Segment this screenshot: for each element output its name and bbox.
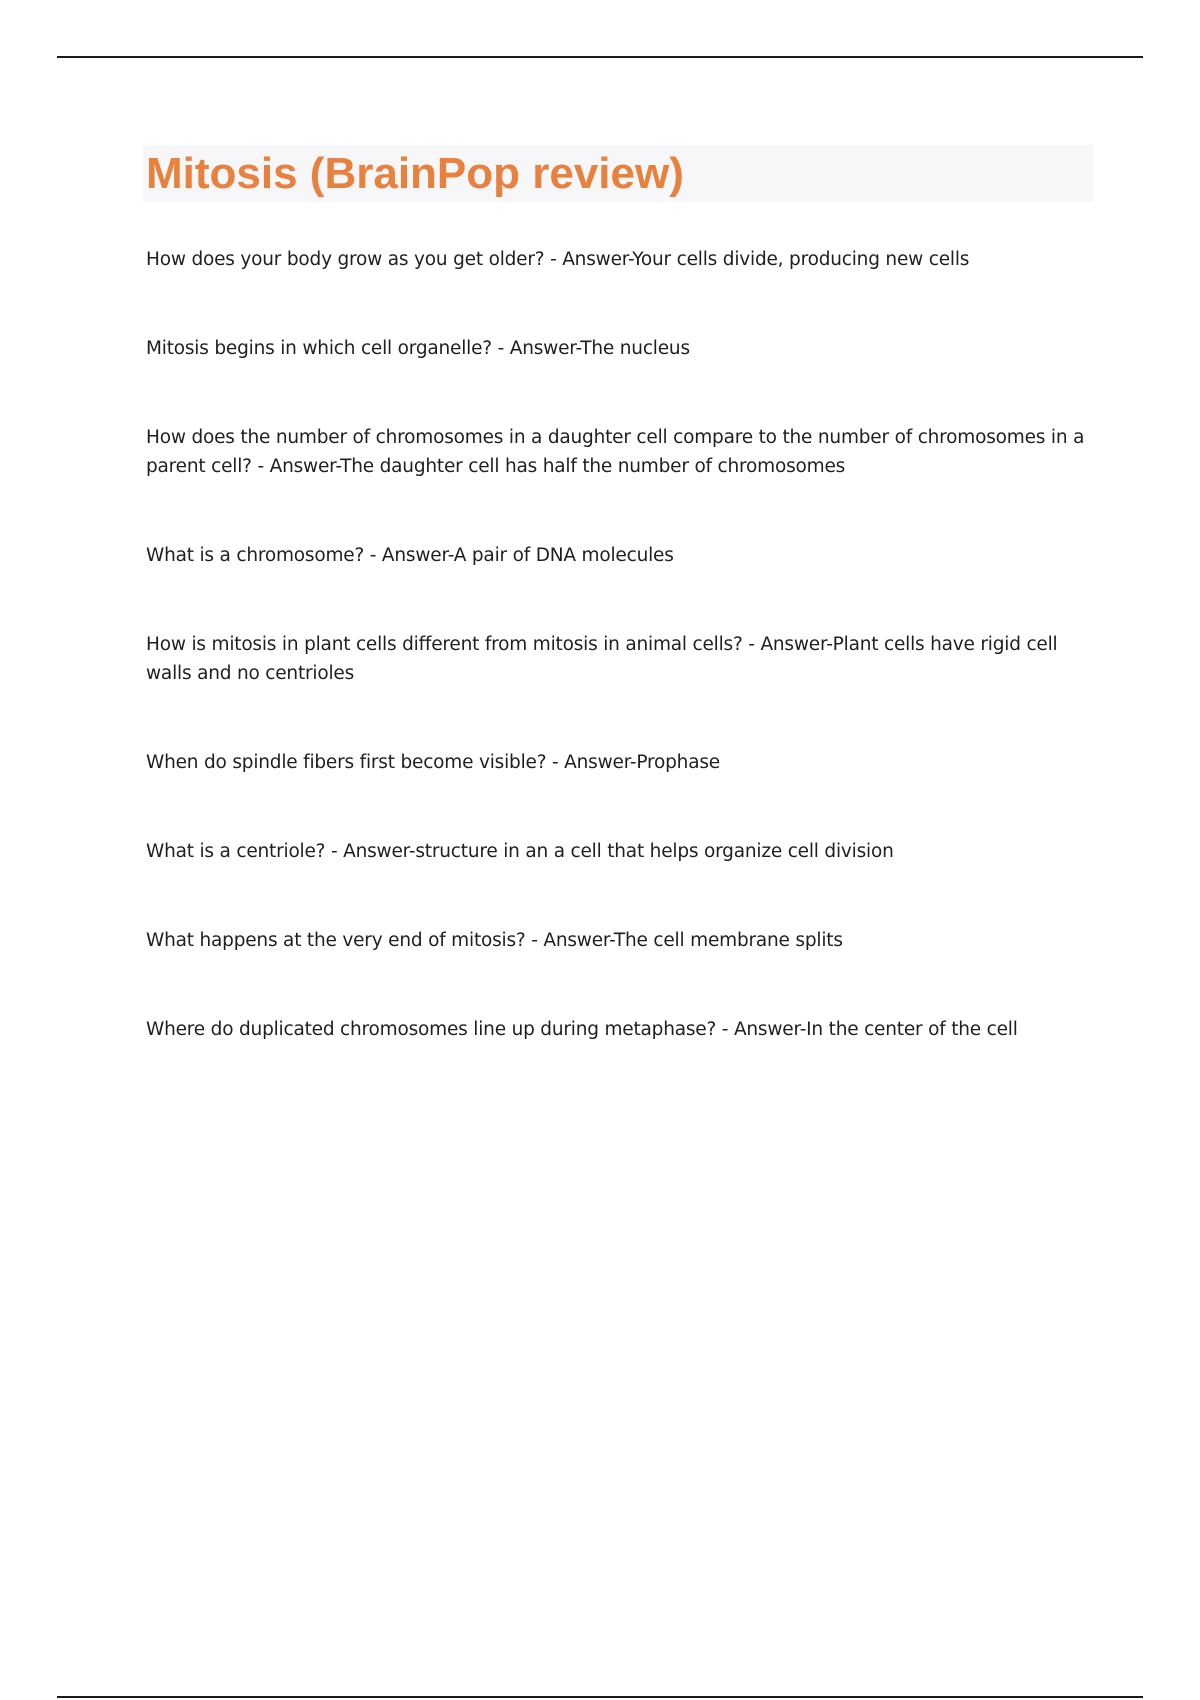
qa-item: How does the number of chromosomes in a daughter cell compare to the number of chromosomes in a parent cell? - Answer-The daughter cell has half the number of chromosomes (146, 427, 1085, 477)
qa-item: What is a centriole? - Answer-structure in an a cell that helps organize cell division (146, 841, 894, 862)
bottom-divider (57, 1696, 1143, 1698)
qa-item: When do spindle fibers first become visible? - Answer-Prophase (146, 752, 720, 773)
qa-item: Mitosis begins in which cell organelle? - Answer-The nucleus (146, 338, 690, 359)
qa-item: What is a chromosome? - Answer-A pair of DNA molecules (146, 545, 674, 566)
page-title: Mitosis (BrainPop review) (146, 149, 684, 198)
qa-item: What happens at the very end of mitosis? - Answer-The cell membrane splits (146, 930, 843, 951)
top-divider (57, 56, 1143, 58)
qa-item: Where do duplicated chromosomes line up during metaphase? - Answer-In the center of the cell (146, 1019, 1018, 1040)
qa-item: How is mitosis in plant cells different from mitosis in animal cells? - Answer-Plant cells have rigid cell walls and no centrioles (146, 634, 1058, 684)
qa-list (146, 245, 1091, 1104)
qa-item: How does your body grow as you get older? - Answer-Your cells divide, producing new cells (146, 249, 970, 270)
title-band (143, 145, 1093, 202)
